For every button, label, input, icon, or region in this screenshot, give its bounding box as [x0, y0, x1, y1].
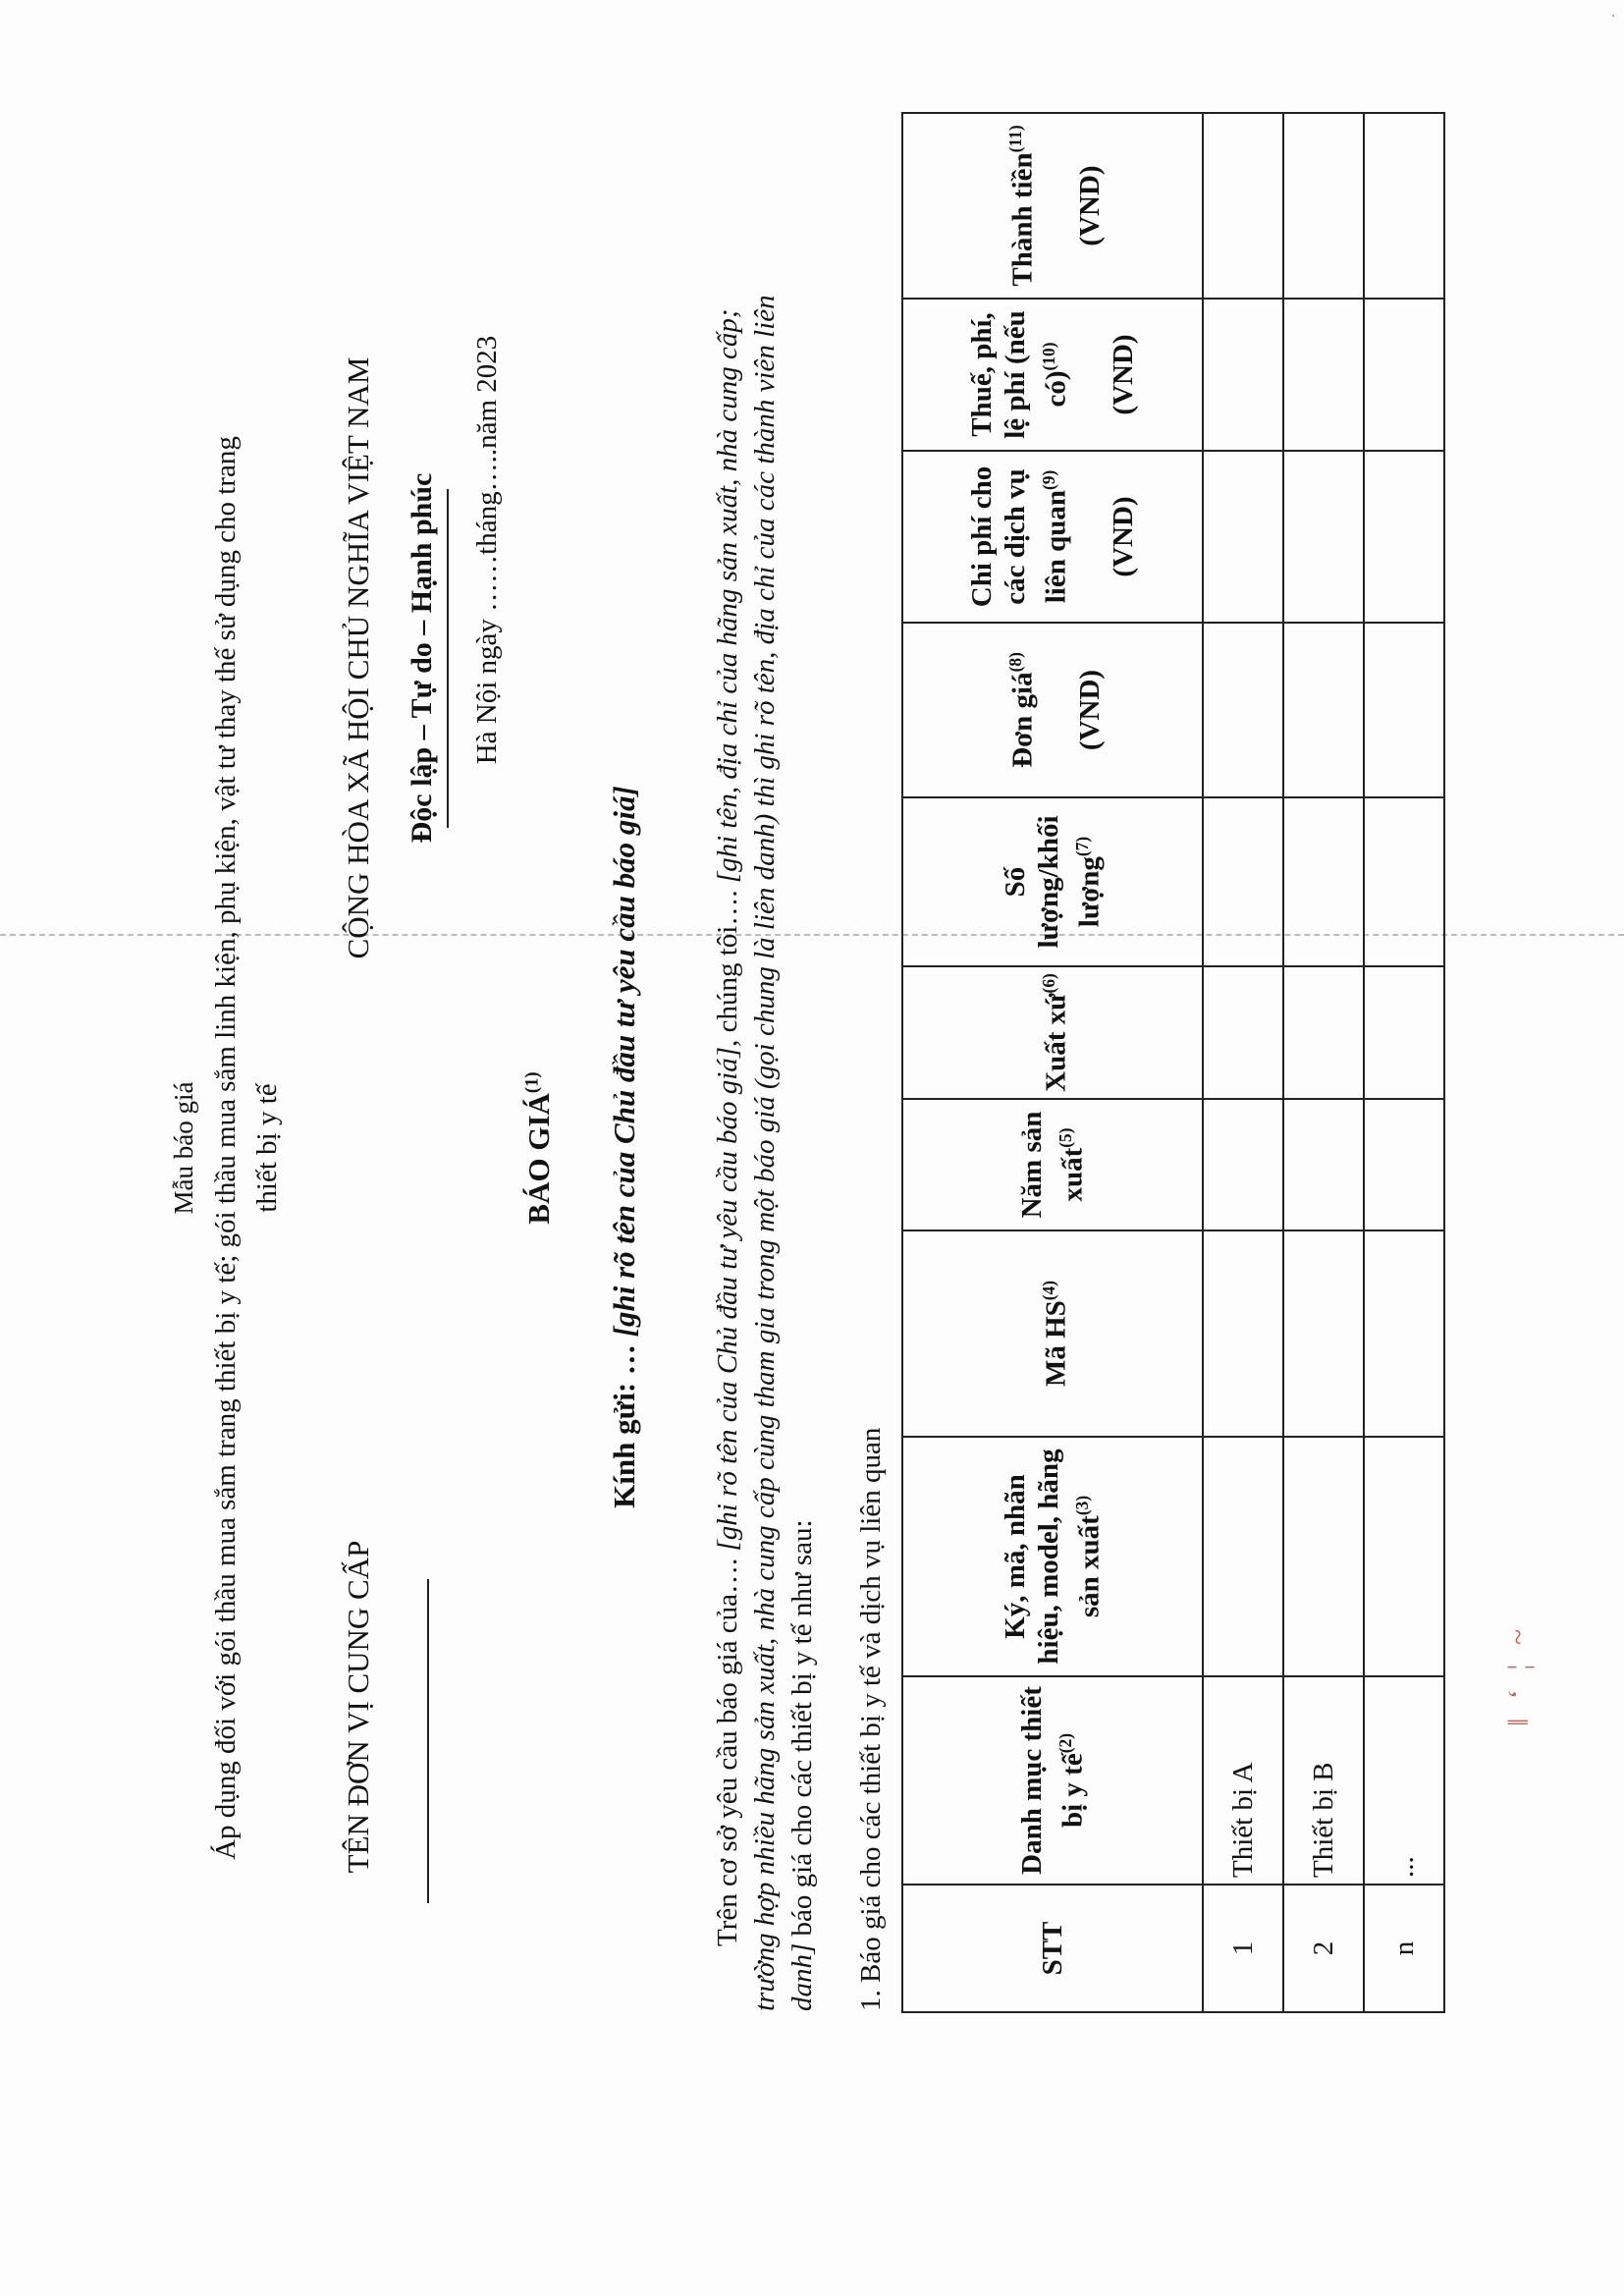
row-cell	[1364, 623, 1444, 797]
header-service-cost-unit: (VND)	[1107, 496, 1139, 577]
header-origin-note: (6)	[1039, 973, 1059, 994]
quotation-table	[901, 112, 1445, 2013]
row-stt: 1	[1203, 1885, 1283, 2012]
header-total-label: Thành tiền	[1006, 152, 1039, 287]
row-cell	[1203, 451, 1283, 623]
intro-b: [ghi rõ tên của Chủ đầu tư yêu cầu báo giá]	[712, 1046, 743, 1552]
header-quantity	[902, 797, 1203, 966]
header-service-cost-label: Chi phí cho các dịch vụ liên quan	[966, 465, 1072, 608]
row-cell	[1364, 797, 1444, 966]
header-unit-price	[902, 623, 1203, 797]
row-cell	[1283, 451, 1364, 623]
header-equipment-label: Danh mục thiết bị y tế	[1016, 1686, 1089, 1875]
section-1-title: 1. Báo giá cho các thiết bị y tế và dịch vụ liên quan	[855, 1427, 887, 2011]
header-tax-fees-label: Thuế, phí, lệ phí (nếu có)	[966, 310, 1072, 439]
header-service-cost-note: (9)	[1039, 469, 1059, 491]
header-hs-code-label: Mã HS	[1040, 1300, 1072, 1388]
applicability-line-1: Áp dụng đối với gói thầu mua sắm trang thiết bị y tế; gói thầu mua sắm linh kiện, phụ kiện, vật tư thay thế sử dụng cho trang	[210, 436, 242, 1860]
row-cell	[1283, 623, 1364, 797]
header-brand-model-label: Ký, mã, nhãn hiệu, model, hãng sản xuất	[1000, 1449, 1106, 1665]
header-service-cost	[902, 451, 1203, 623]
header-total-unit: (VND)	[1073, 165, 1106, 246]
template-name: Mẫu báo giá	[169, 1081, 198, 1215]
header-brand-model	[902, 1437, 1203, 1676]
header-equipment	[902, 1676, 1203, 1885]
header-manufacture-year-note: (5)	[1056, 1127, 1076, 1148]
header-quantity-label: Số lượng/khối lượng	[1000, 815, 1106, 949]
row-stt: 2	[1283, 1885, 1364, 2012]
header-stt	[902, 1885, 1203, 2012]
header-stt-label: STT	[1037, 1921, 1068, 1976]
table-row	[1203, 113, 1283, 2012]
row-cell	[1203, 1099, 1283, 1230]
date-line: Hà Nội ngày ……tháng…..năm 2023	[471, 335, 503, 765]
header-tax-fees-unit: (VND)	[1107, 334, 1139, 415]
doc-title	[521, 952, 557, 1344]
header-total-note: (11)	[1005, 125, 1026, 153]
table-header-row	[902, 113, 1203, 2012]
row-cell	[1203, 113, 1283, 299]
intro-e: báo giá cho các thiết bị y tế như sau:	[786, 1519, 818, 1943]
applicability-line-2: thiết bị y tế	[251, 1083, 283, 1213]
row-cell	[1283, 797, 1364, 966]
row-item: Thiết bị A	[1203, 1676, 1283, 1885]
supplier-underline	[427, 1579, 429, 1903]
row-cell	[1203, 1437, 1283, 1676]
recipient-prefix: Kính gửi: …	[607, 1344, 641, 1508]
intro-c: , chúng tôi….	[712, 890, 743, 1047]
table-row	[1283, 113, 1364, 2012]
row-cell	[1203, 299, 1283, 451]
recipient-placeholder: [ghi rõ tên của Chủ đầu tư yêu cầu báo giá]	[607, 786, 641, 1338]
header-unit-price-unit: (VND)	[1073, 669, 1106, 751]
header-brand-model-note: (3)	[1072, 1495, 1093, 1516]
header-origin-label: Xuất xứ	[1040, 993, 1072, 1092]
header-unit-price-note: (8)	[1005, 652, 1026, 673]
table-row	[1364, 113, 1444, 2012]
header-hs-code-note: (4)	[1039, 1280, 1059, 1301]
row-cell	[1283, 1230, 1364, 1437]
row-cell	[1283, 1099, 1364, 1230]
row-cell	[1203, 623, 1283, 797]
header-manufacture-year-label: Năm sản xuất	[1016, 1111, 1089, 1219]
row-cell	[1203, 966, 1283, 1099]
row-cell	[1364, 1437, 1444, 1676]
faint-red-stamp: ‖ ‘ ¦ ~	[1502, 1622, 1535, 1726]
row-cell	[1364, 451, 1444, 623]
recipient-line	[607, 636, 642, 1658]
supplier-name-label: TÊN ĐƠN VỊ CUNG CẤP	[341, 1540, 375, 1874]
row-item: Thiết bị B	[1283, 1676, 1364, 1885]
header-unit-price-label: Đơn giá	[1006, 672, 1039, 768]
national-motto: Độc lập – Tự do – Hạnh phúc	[406, 472, 438, 844]
header-manufacture-year	[902, 1099, 1203, 1230]
row-cell	[1364, 1230, 1444, 1437]
intro-d: [ghi tên, địa chỉ của hãng sản xuất, nhà cung cấp; trường hợp nhiều hãng sản xuất, nhà cung cấp cùng tham gia trong một báo giá (gọi chung là liên danh) thì ghi rõ tên, địa chỉ của các thành viên liên danh]	[712, 295, 818, 2011]
header-tax-fees	[902, 299, 1203, 451]
row-cell	[1203, 1230, 1283, 1437]
header-quantity-note: (7)	[1072, 836, 1093, 857]
intro-paragraph	[709, 224, 821, 2011]
row-cell	[1364, 1099, 1444, 1230]
header-total	[902, 113, 1203, 299]
row-cell	[1283, 966, 1364, 1099]
header-tax-fees-note: (10)	[1039, 342, 1059, 371]
header-hs-code	[902, 1230, 1203, 1437]
row-cell	[1364, 299, 1444, 451]
row-item: ...	[1364, 1676, 1444, 1885]
scan-mark: ·	[1610, 6, 1616, 26]
row-cell	[1364, 113, 1444, 299]
row-stt: n	[1364, 1885, 1444, 2012]
doc-title-text: BÁO GIÁ	[521, 1093, 556, 1225]
motto-underline	[447, 489, 449, 828]
national-title: CỘNG HÒA XÃ HỘI CHỦ NGHĨA VIỆT NAM	[341, 356, 375, 959]
row-cell	[1283, 113, 1364, 299]
row-cell	[1203, 797, 1283, 966]
row-cell	[1283, 1437, 1364, 1676]
header-equipment-note: (2)	[1056, 1733, 1076, 1754]
row-cell	[1364, 966, 1444, 1099]
header-origin	[902, 966, 1203, 1099]
doc-title-note: (1)	[521, 1071, 543, 1094]
intro-a: Trên cơ sở yêu cầu báo giá của….	[712, 1558, 743, 1946]
row-cell	[1283, 299, 1364, 451]
